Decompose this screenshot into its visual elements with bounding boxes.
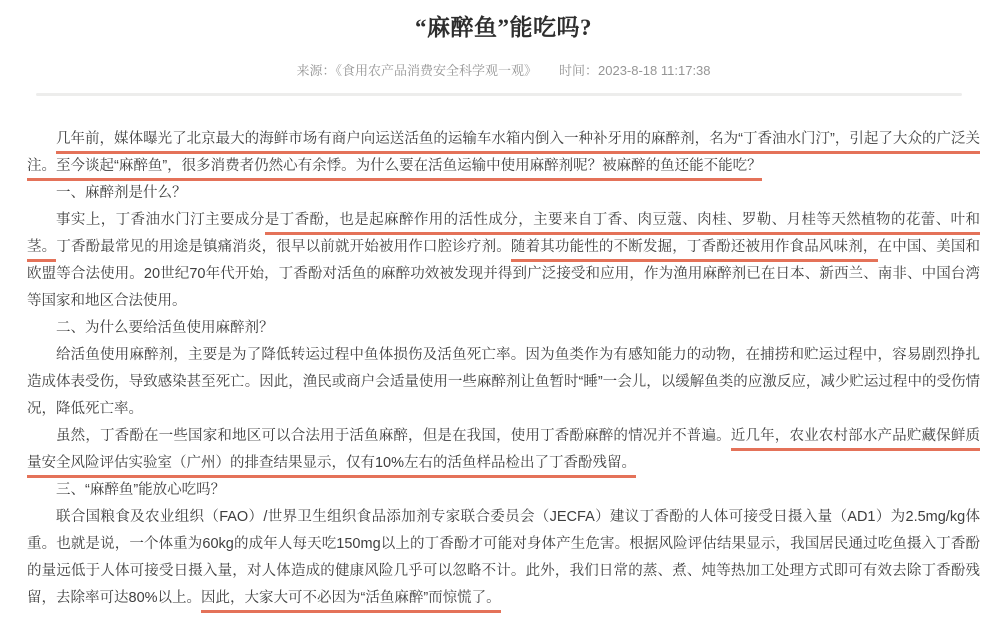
text-segment: 一、麻醉剂是什么？: [56, 185, 187, 201]
red-underlined-text: 因此，大家大可不必因为“活鱼麻醉”而惊慌了。: [201, 590, 501, 613]
section-heading: [27, 315, 980, 342]
text-segment: 事实上，丁香油水门汀主要成分: [56, 212, 265, 228]
paragraph: [27, 504, 980, 612]
article-body: [27, 126, 980, 612]
paragraph: [27, 423, 980, 477]
paragraph: [27, 207, 980, 315]
header-divider: [36, 93, 962, 96]
red-underlined-text: 随着其功能性的不断发掘，丁香酚还被用作食品风味剂，: [511, 239, 878, 262]
article-meta: [27, 62, 980, 80]
red-underlined-text: 是丁香酚，也是起麻醉作用的活性成分，主要来自丁香、肉豆蔻、肉桂、罗勒、月桂等天然植物的花蕾、叶和茎。: [27, 212, 980, 262]
time-label: 时间：: [558, 63, 598, 78]
text-segment: 联合国粮食及农业组织（FAO）/世界卫生组织食品添加剂专家联合委员会（JECFA）建议丁香酚的人体可接受日摄入量（AD1）为2.5mg/kg体重。也就是说，一个体重为60kg的成年人每天吃150mg以上的丁香酚才可能对身体产生危害。根据风险评估结果显示，我国居民通过吃鱼摄入丁香酚的量远低于人体可接受日摄入量，对人体造成的健康风险几乎可以忽略不计。此外，我们日常的蒸、煮、炖等热加工处理方式即可有效去除丁香酚残留，去除率可达80%以上。: [27, 509, 980, 606]
red-underlined-text: 近几年，农业农村部水产品贮藏保鲜质量安全风险评估实验室（广州）的排查结果显示，仅有10%左右的活鱼样品检出了丁香酚残留。: [27, 428, 980, 478]
red-underlined-text: 几年前，媒体曝光了北京最大的海鲜市场有商户向运送活鱼的运输车水箱内倒入一种补牙用的麻醉剂，名为“丁香油水门汀”，引起了大众的广泛关注。至今谈起“麻醉鱼”，很多消费者仍然心有余悸。为什么要在活鱼运输中使用麻醉剂呢？被麻醉的鱼还能不能吃？: [27, 131, 980, 181]
text-segment: 虽然，丁香酚在一些国家和地区可以合法用于活鱼麻醉，但是在我国，使用丁香酚麻醉的情况并不普遍。: [56, 428, 731, 444]
text-segment: 给活鱼使用麻醉剂，主要是为了降低转运过程中鱼体损伤及活鱼死亡率。因为鱼类作为有感知能力的动物，在捕捞和贮运过程中，容易剧烈挣扎造成体表受伤，导致感染甚至死亡。因此，渔民或商户会适量使用一些麻醉剂让鱼暂时“睡”一会儿，以缓解鱼类的应激反应，减少贮运过程中的受伤情况，降低死亡率。: [27, 347, 980, 417]
paragraph: [27, 342, 980, 423]
article-source: 《食用农产品消费安全科学观一观》: [335, 63, 537, 78]
source-label: 来源：: [296, 63, 336, 78]
text-segment: 二、为什么要给活鱼使用麻醉剂？: [56, 320, 274, 336]
text-segment: 三、“麻醉鱼”能放心吃吗？: [56, 482, 226, 498]
section-heading: [27, 180, 980, 207]
paragraph: [27, 126, 980, 180]
section-heading: [27, 477, 980, 504]
text-segment: 在中国、美国和欧盟等合法使用。20世纪70年代开始，丁香酚对活鱼的麻醉功效被发现并得到广泛接受和应用，作为渔用麻醉剂已在日本、新西兰、南非、中国台湾等国家和地区合法使用。: [27, 239, 981, 309]
page-title: “麻醉鱼”能吃吗?: [415, 15, 592, 40]
text-segment: 丁香酚最常见的用途是镇痛消炎，很早以前就开始被用作口腔诊疗剂。: [56, 239, 511, 255]
article-time: 2023-8-18 11:17:38: [598, 63, 711, 78]
